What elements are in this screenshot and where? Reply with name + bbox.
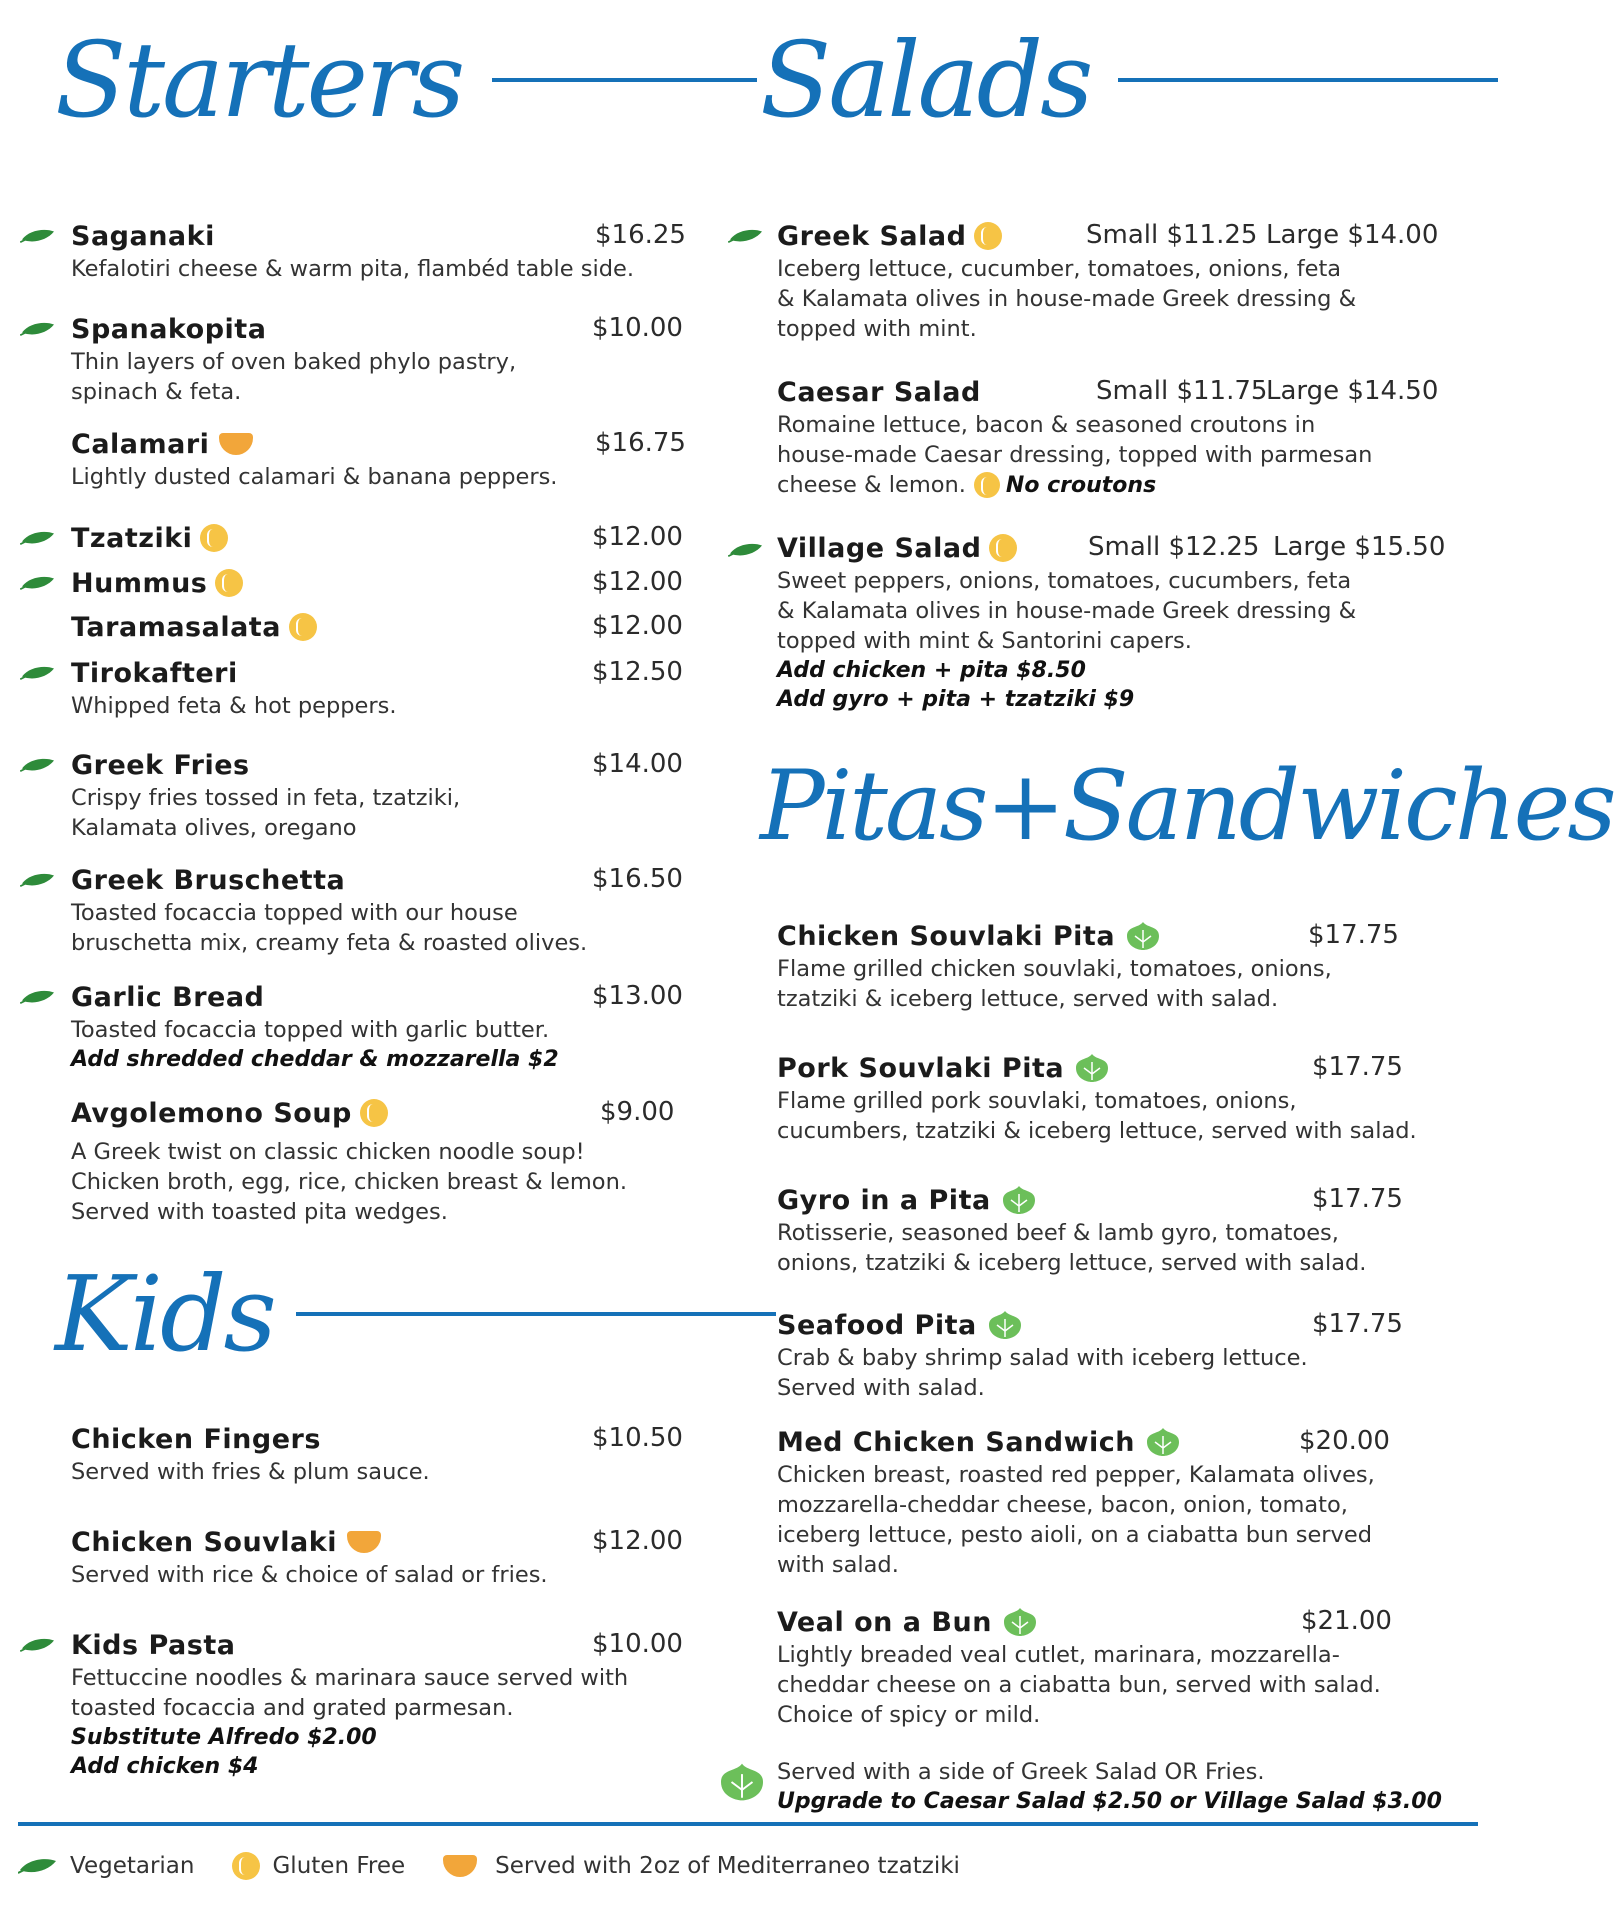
price-small: Small $11.75 [1096, 376, 1268, 406]
menu-item [728, 1604, 1468, 1730]
side-salad-leaf-icon [1002, 1606, 1038, 1638]
starters-rule [492, 78, 757, 82]
legend-gluten-free: Gluten Free [272, 1853, 406, 1879]
item-name: Avgolemono Soup [71, 1097, 352, 1129]
menu-item [728, 1424, 1468, 1580]
item-description: Fettuccine noodles & marinara sauce served with [71, 1665, 629, 1691]
item-price: $12.00 [592, 522, 683, 552]
item-description: Sweet peppers, onions, tomatoes, cucumbers, feta [777, 568, 1352, 594]
item-name: Tirokafteri [71, 657, 238, 689]
menu-item [728, 918, 1468, 1014]
price-large: Large $15.50 [1273, 532, 1446, 562]
item-description: onions, tzatziki & iceberg lettuce, served with salad. [777, 1250, 1367, 1276]
item-price: $10.50 [592, 1423, 683, 1453]
item-price: $14.00 [592, 749, 683, 779]
tzatziki-bowl-icon [219, 433, 253, 455]
item-price: $16.75 [595, 428, 686, 458]
item-price: $10.00 [592, 1629, 683, 1659]
salads-title: Salads [760, 19, 1091, 141]
salads-header [760, 19, 1498, 141]
tzatziki-bowl-icon [443, 1855, 477, 1877]
item-name: Chicken Souvlaki Pita [777, 920, 1116, 952]
side-salad-leaf-icon [1125, 920, 1161, 952]
price-large: Large $14.50 [1266, 376, 1439, 406]
menu-item [20, 609, 683, 645]
item-description: cheddar cheese on a ciabatta bun, served with salad. [777, 1672, 1381, 1698]
menu-item [728, 530, 1468, 714]
item-name: Village Salad [777, 532, 982, 564]
item-description: Served with rice & choice of salad or fries. [71, 1562, 548, 1588]
menu-item [20, 862, 683, 958]
item-name: Chicken Fingers [71, 1423, 321, 1455]
item-price: $12.00 [592, 1526, 683, 1556]
item-price: $21.00 [1301, 1606, 1392, 1636]
item-price: $12.00 [592, 611, 683, 641]
gluten-free-icon [360, 1099, 388, 1127]
menu-item [728, 374, 1468, 500]
item-description: Rotisserie, seasoned beef & lamb gyro, tomatoes, [777, 1220, 1339, 1246]
pitas-title: Pitas+Sandwiches [760, 750, 1614, 862]
footer-rule [18, 1822, 1478, 1826]
gluten-free-icon [974, 472, 1000, 498]
item-description: Romaine lettuce, bacon & seasoned croutons in [777, 412, 1316, 438]
item-description: Lightly breaded veal cutlet, marinara, mozzarella- [777, 1642, 1340, 1668]
vegetarian-leaf-icon [20, 757, 56, 773]
item-addon-note: Add shredded cheddar & mozzarella $2 [71, 1047, 559, 1072]
item-price: $16.50 [592, 864, 683, 894]
item-description: Whipped feta & hot peppers. [71, 693, 397, 719]
menu-item [20, 1421, 683, 1487]
item-description: Thin layers of oven baked phylo pastry, [71, 349, 517, 375]
item-addon-note: No croutons [1005, 472, 1157, 498]
item-price: $17.75 [1312, 1184, 1403, 1214]
menu-item [20, 1095, 680, 1227]
kids-title: Kids [55, 1253, 274, 1375]
item-description: Flame grilled chicken souvlaki, tomatoes, onions, [777, 956, 1332, 982]
item-description: spinach & feta. [71, 379, 242, 405]
item-addon-note: Add chicken $4 [71, 1754, 259, 1779]
legend [18, 1852, 960, 1880]
item-description: Flame grilled pork souvlaki, tomatoes, onions, [777, 1088, 1297, 1114]
item-description: cucumbers, tzatziki & iceberg lettuce, served with salad. [777, 1118, 1417, 1144]
gluten-free-icon [989, 534, 1017, 562]
menu-item [20, 979, 683, 1074]
side-note [718, 1757, 1478, 1816]
item-description: & Kalamata olives in house-made Greek dressing & [777, 598, 1357, 624]
vegetarian-leaf-icon [20, 989, 56, 1005]
item-description: Choice of spicy or mild. [777, 1702, 1041, 1728]
gluten-free-icon [974, 222, 1002, 250]
item-name: Garlic Bread [71, 981, 265, 1013]
starters-header [55, 19, 757, 141]
item-addon-note: Substitute Alfredo $2.00 [71, 1725, 377, 1750]
item-price: $10.00 [592, 313, 683, 343]
menu-item [20, 218, 686, 284]
tzatziki-bowl-icon [347, 1531, 381, 1553]
item-description: with salad. [777, 1552, 899, 1578]
vegetarian-leaf-icon [20, 321, 56, 337]
menu-item [20, 747, 683, 843]
item-price: $12.50 [592, 657, 683, 687]
menu-item [728, 1050, 1488, 1146]
item-description: house-made Caesar dressing, topped with parmesan [777, 442, 1373, 468]
side-salad-leaf-icon [1145, 1426, 1181, 1458]
item-addon-note: Add gyro + pita + tzatziki $9 [777, 687, 1135, 712]
item-name: Veal on a Bun [777, 1606, 992, 1638]
side-salad-leaf-icon [1001, 1184, 1037, 1216]
item-description: Served with fries & plum sauce. [71, 1459, 430, 1485]
menu-item [20, 1627, 683, 1781]
item-price: $9.00 [600, 1097, 675, 1127]
kids-header [55, 1253, 776, 1375]
item-price: $16.25 [595, 220, 686, 250]
vegetarian-leaf-icon [20, 530, 56, 546]
item-description: Kefalotiri cheese & warm pita, flambéd table side. [71, 256, 635, 282]
vegetarian-leaf-icon [20, 575, 56, 591]
vegetarian-leaf-icon [728, 228, 764, 244]
vegetarian-leaf-icon [18, 1857, 58, 1875]
gluten-free-icon [232, 1852, 260, 1880]
gluten-free-icon [200, 524, 228, 552]
side-note-text: Served with a side of Greek Salad OR Fries. [777, 1759, 1265, 1785]
item-description: iceberg lettuce, pesto aioli, on a ciabatta bun served [777, 1522, 1372, 1548]
item-description: Lightly dusted calamari & banana peppers. [71, 464, 558, 490]
item-price: $17.75 [1312, 1309, 1403, 1339]
item-description: topped with mint. [777, 316, 977, 342]
item-price: $20.00 [1299, 1426, 1390, 1456]
item-description: Iceberg lettuce, cucumber, tomatoes, onions, feta [777, 256, 1342, 282]
item-price: $17.75 [1312, 1052, 1403, 1082]
price-small: Small $12.25 [1088, 532, 1260, 562]
item-description: Chicken broth, egg, rice, chicken breast & lemon. [71, 1169, 627, 1195]
item-name: Chicken Souvlaki [71, 1526, 337, 1558]
item-name: Spanakopita [71, 313, 267, 345]
vegetarian-leaf-icon [728, 542, 764, 558]
item-description: toasted focaccia and grated parmesan. [71, 1695, 514, 1721]
item-name: Calamari [71, 428, 210, 460]
menu-item [20, 655, 683, 721]
item-name: Saganaki [71, 220, 215, 252]
item-description: mozzarella-cheddar cheese, bacon, onion, tomato, [777, 1492, 1348, 1518]
item-description: topped with mint & Santorini capers. [777, 628, 1192, 654]
item-description: Kalamata olives, oregano [71, 815, 357, 841]
menu-item [20, 426, 686, 492]
item-name: Kids Pasta [71, 1629, 236, 1661]
item-description: Chicken breast, roasted red pepper, Kalamata olives, [777, 1462, 1375, 1488]
item-name: Caesar Salad [777, 376, 981, 408]
vegetarian-leaf-icon [20, 872, 56, 888]
menu-item [728, 1182, 1468, 1278]
legend-vegetarian: Vegetarian [70, 1853, 195, 1879]
vegetarian-leaf-icon [20, 228, 56, 244]
item-name: Greek Salad [777, 220, 967, 252]
item-description: cheese & lemon. [777, 472, 966, 498]
menu-item [728, 218, 1468, 344]
item-name: Greek Bruschetta [71, 864, 346, 896]
price-large: Large $14.00 [1266, 220, 1439, 250]
price-small: Small $11.25 [1086, 220, 1258, 250]
menu-item [20, 1524, 683, 1590]
menu-item [728, 1307, 1468, 1403]
item-description: bruschetta mix, creamy feta & roasted olives. [71, 930, 588, 956]
side-salad-leaf-icon [718, 1761, 766, 1803]
menu-item [20, 520, 683, 556]
item-description: & Kalamata olives in house-made Greek dressing & [777, 286, 1357, 312]
side-note-upgrade: Upgrade to Caesar Salad $2.50 or Village Salad $3.00 [777, 1789, 1442, 1814]
item-description: A Greek twist on classic chicken noodle soup! [71, 1139, 585, 1165]
item-name: Tzatziki [71, 522, 193, 554]
item-price: $13.00 [592, 981, 683, 1011]
salads-rule [1118, 78, 1498, 82]
item-description: tzatziki & iceberg lettuce, served with salad. [777, 986, 1279, 1012]
side-salad-leaf-icon [1074, 1052, 1110, 1084]
vegetarian-leaf-icon [20, 665, 56, 681]
item-description: Crab & baby shrimp salad with iceberg lettuce. [777, 1345, 1308, 1371]
gluten-free-icon [289, 613, 317, 641]
item-description: Crispy fries tossed in feta, tzatziki, [71, 785, 461, 811]
item-description: Served with toasted pita wedges. [71, 1199, 448, 1225]
item-name: Greek Fries [71, 749, 250, 781]
item-name: Taramasalata [71, 611, 281, 643]
pitas-header [760, 750, 1614, 862]
item-name: Pork Souvlaki Pita [777, 1052, 1065, 1084]
item-price: $17.75 [1308, 920, 1399, 950]
item-name: Med Chicken Sandwich [777, 1426, 1136, 1458]
kids-rule [296, 1312, 776, 1316]
item-name: Gyro in a Pita [777, 1184, 991, 1216]
item-name: Hummus [71, 567, 208, 599]
side-salad-leaf-icon [987, 1309, 1023, 1341]
menu-item [20, 311, 683, 407]
starters-title: Starters [55, 19, 463, 141]
item-description: Toasted focaccia topped with garlic butter. [71, 1017, 550, 1043]
vegetarian-leaf-icon [20, 1637, 56, 1653]
item-description: Served with salad. [777, 1375, 985, 1401]
gluten-free-icon [215, 569, 243, 597]
legend-tzatziki: Served with 2oz of Mediterraneo tzatziki [495, 1853, 960, 1879]
item-description: Toasted focaccia topped with our house [71, 900, 518, 926]
item-price: $12.00 [592, 567, 683, 597]
item-name: Seafood Pita [777, 1309, 977, 1341]
menu-item [20, 565, 683, 601]
item-addon-note: Add chicken + pita $8.50 [777, 658, 1086, 683]
